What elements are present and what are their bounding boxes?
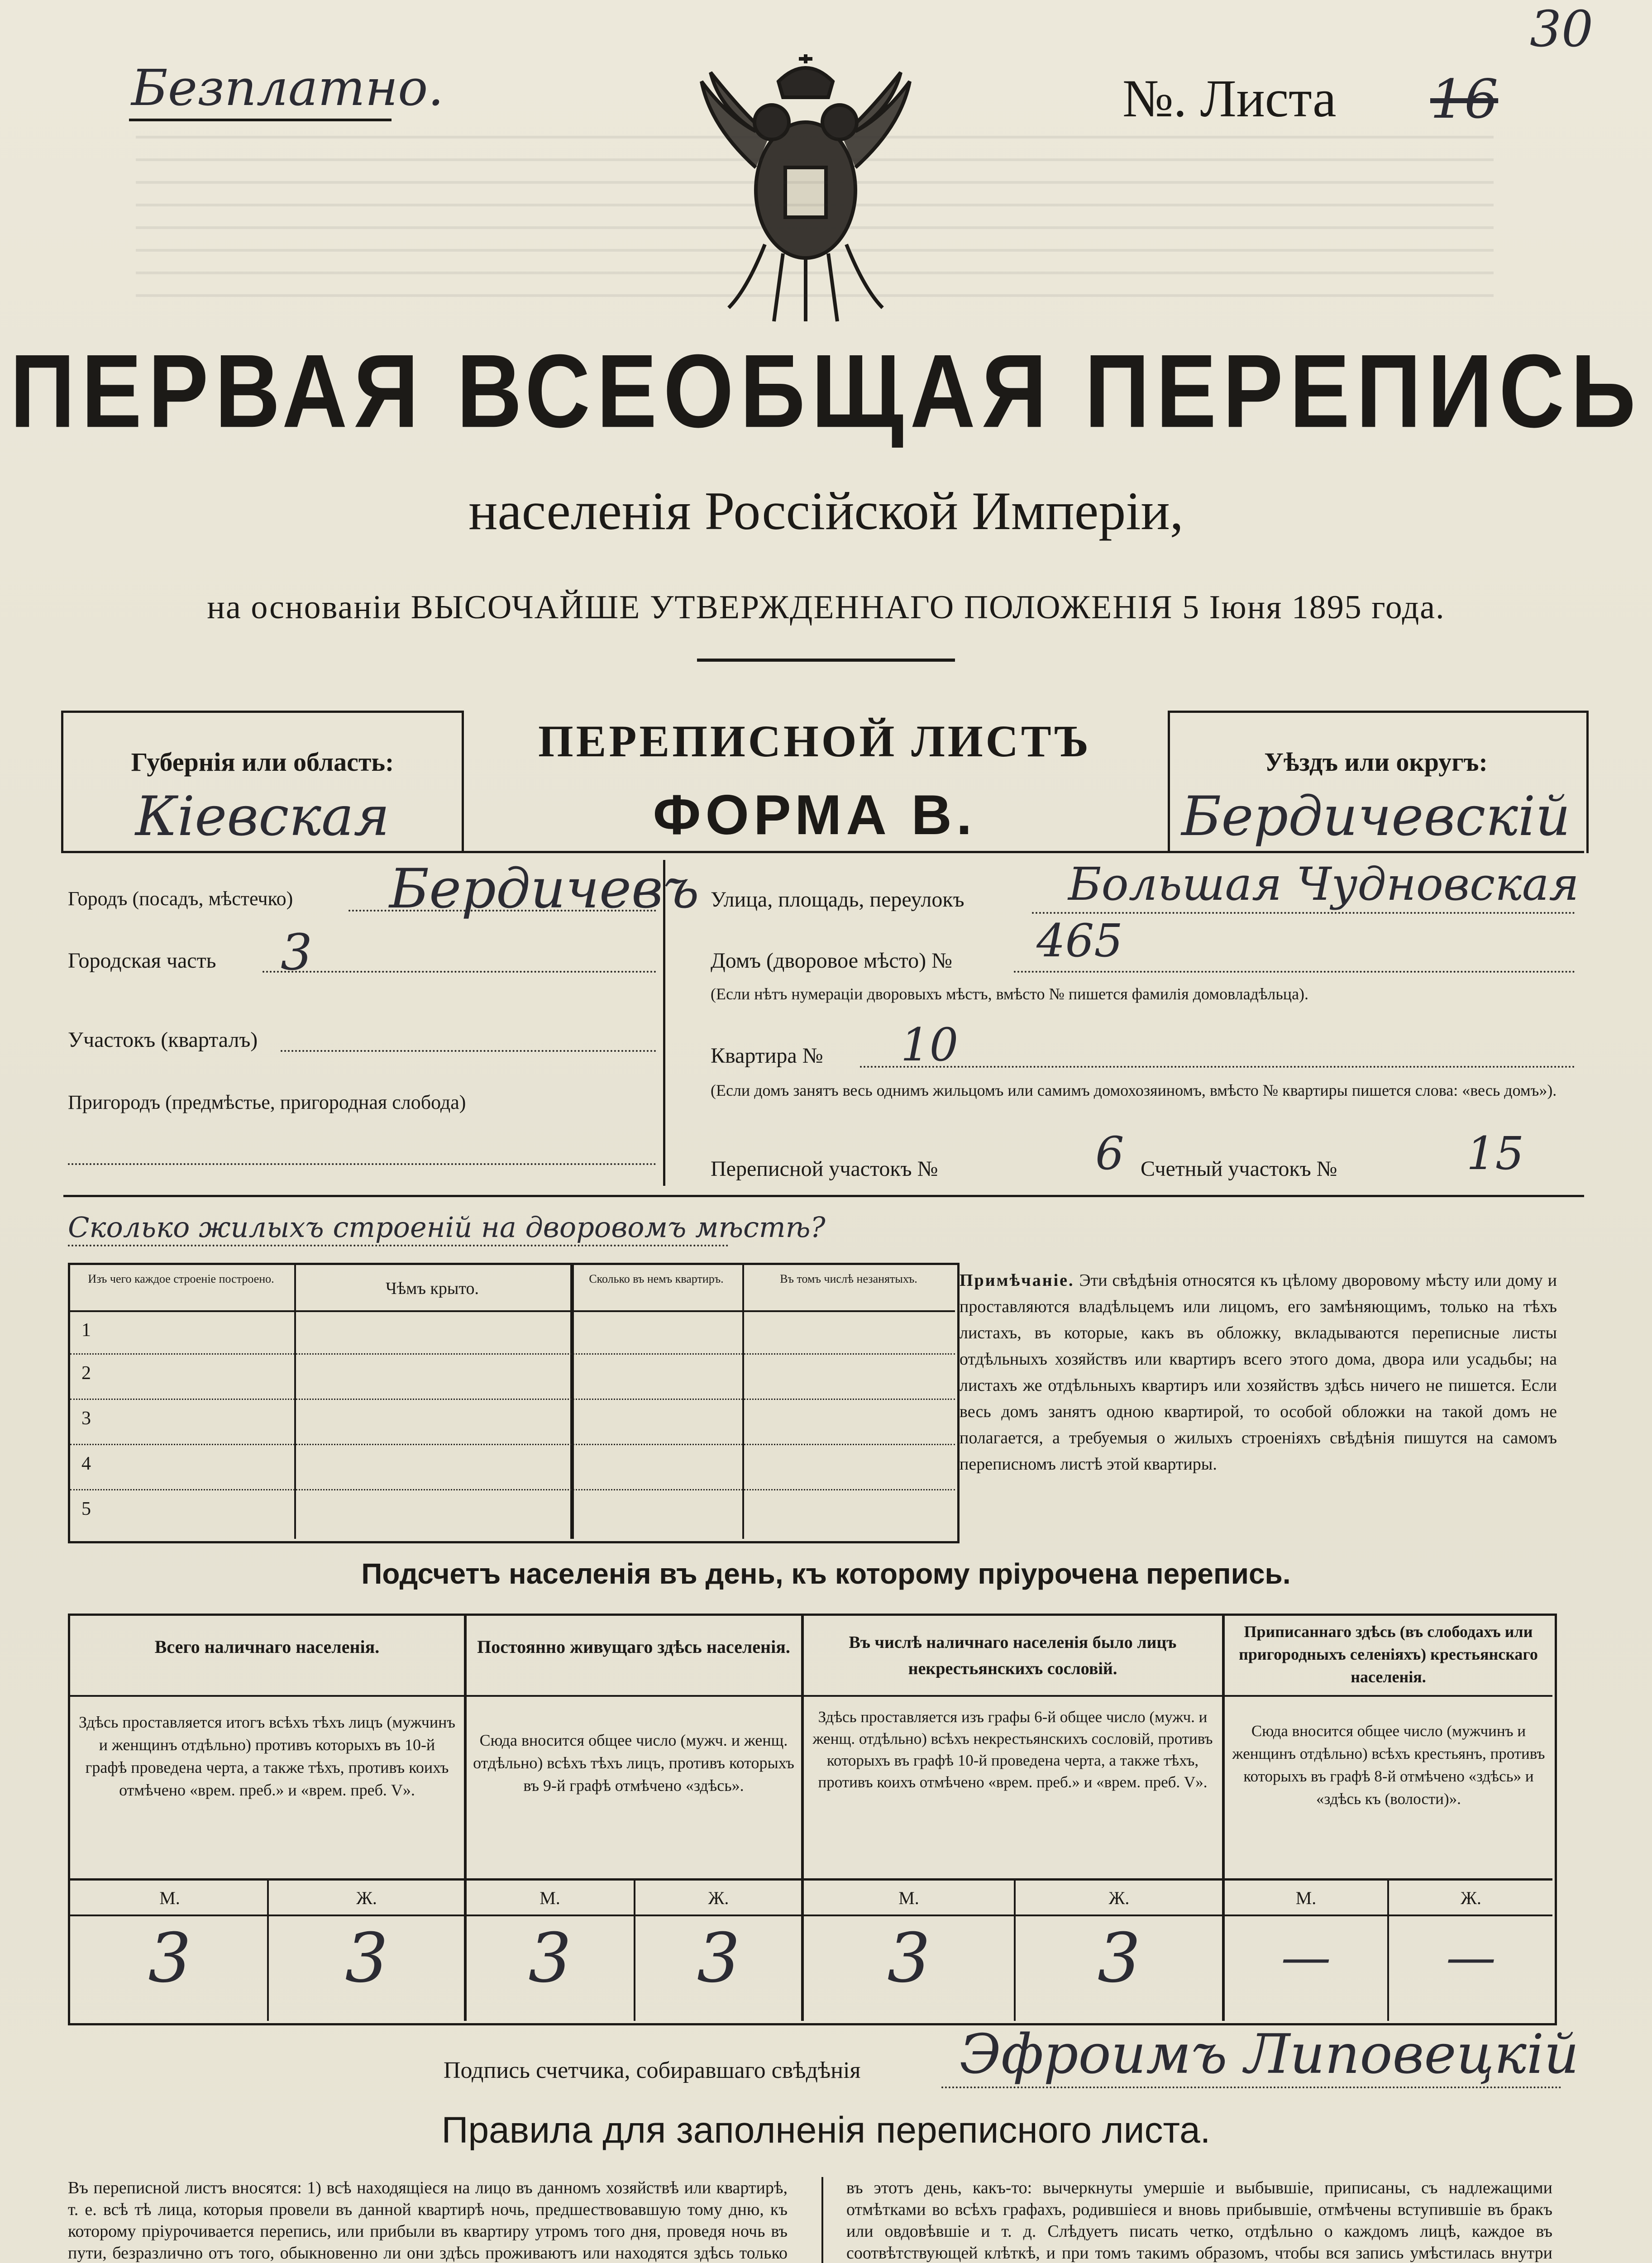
note-block: [960, 1267, 1557, 1477]
free-stamp: Безплатно.: [131, 59, 444, 117]
buildings-header-roof: Чѣмъ крыто.: [385, 1279, 479, 1298]
note-text: Эти свѣдѣнія относятся къ цѣлому дворовому мѣсту или дому и проставляются владѣльцемъ или лицомъ, его замѣняющимъ, только на тѣхъ листахъ, въ которые, какъ въ обложку, вкладываются переписные листы отдѣльныхъ хозяйствъ или квартиръ всего этого дома, двора или усадьбы; на листахъ же отдѣльныхъ квартиръ или хозяйствъ здѣсь ничего не пишется. Если весь домъ занятъ одною квартирой, то особой обложки на такой домъ не полагается, а требуемыя о жилыхъ строеніяхъ свѣдѣнія пишутся на самомъ переписномъ листѣ этой квартиры.: [960, 1271, 1557, 1474]
buildings-header-rule: [70, 1310, 955, 1312]
buildings-row-2: 2: [81, 1363, 91, 1384]
house-value: 465: [1036, 914, 1123, 967]
street-value: Большая Чудновская: [1068, 858, 1579, 911]
pop-sex-split-1: [267, 1881, 269, 2021]
province-label: Губернія или область:: [131, 747, 394, 777]
district-label: Уѣздъ или округъ:: [1264, 747, 1488, 777]
free-underline: [129, 119, 392, 121]
buildings-col-rule-1: [294, 1265, 296, 1539]
buildings-table: [68, 1263, 960, 1543]
pop-nonpeasant-f-label: Ж.: [1108, 1888, 1130, 1908]
pop-nonpeasant-m-value: 3: [887, 1919, 931, 1998]
signature-label: Подпись счетчика, собиравшаго свѣдѣнія: [444, 2058, 861, 2083]
buildings-row-1: 1: [81, 1320, 91, 1341]
buildings-question: Сколько жилыхъ строеній на дворовомъ мѣстѣ?: [68, 1211, 826, 1244]
buildings-row-rule-3: [70, 1444, 955, 1445]
buildings-header-material: Изъ чего каждое строеніе построено.: [88, 1272, 274, 1285]
sheet-number-value: 16: [1430, 68, 1499, 130]
pop-nonpeasant-m-label: М.: [898, 1888, 919, 1908]
pop-nonpeasant-f-value: 3: [1097, 1919, 1141, 1998]
pop-sex-split-3: [1014, 1881, 1016, 2021]
census-district-value: 6: [1095, 1127, 1124, 1180]
province-value: Кіевская: [135, 785, 390, 848]
buildings-question-line: [68, 1245, 729, 1246]
rules-right-column: въ этотъ день, какъ-то: вычеркнуты умершіе и выбывшіе, приписаны, съ надлежащими отмѣтками во всѣхъ графахъ, родившіеся и вновь прибывшіе, отмѣчены вступившіе въ бракъ или овдовѣвшіе и т. д. Слѣдуетъ писать четко, отдѣльно о каждомъ лицѣ, каждое въ соотвѣтствующей клѣткѣ, и при томъ такимъ образомъ, чтобы вся запись умѣстилась внутри: [846, 2178, 1552, 2263]
pop-body-rule: [70, 1878, 1552, 1881]
buildings-row-3: 3: [81, 1408, 91, 1429]
pop-permanent-m-label: М.: [540, 1888, 560, 1908]
city-value: Бердичевъ: [389, 858, 699, 921]
buildings-row-4: 4: [81, 1453, 91, 1474]
pop-permanent-f-label: Ж.: [708, 1888, 729, 1908]
buildings-row-5: 5: [81, 1499, 91, 1519]
count-district-label: Счетный участокъ №: [1141, 1157, 1337, 1181]
pop-total-f-value: 3: [345, 1919, 388, 1998]
pop-sex-split-2: [634, 1881, 635, 2021]
pop-peasant-m-value: —: [1281, 1928, 1331, 1986]
house-line: [1014, 971, 1575, 973]
pop-permanent-body: Сюда вносится общее число (мужч. и женщ. отдѣльно) всѣхъ тѣхъ лицъ, противъ которыхъ въ 9-й графѣ отмѣчено «здѣсь».: [473, 1731, 794, 1795]
pop-peasant-m-label: М.: [1295, 1888, 1317, 1908]
pop-peasant-head: Приписаннаго здѣсь (въ слободахъ или пригородныхъ селеніяхъ) крестьянскаго населенія.: [1239, 1623, 1538, 1686]
form-title: ПЕРЕПИСНОЙ ЛИСТЪ: [538, 716, 1092, 766]
buildings-row-rule-2: [70, 1399, 955, 1400]
address-bottom-rule: [63, 1195, 1584, 1197]
street-line: [1032, 912, 1575, 914]
section-line: [281, 1050, 656, 1052]
buildings-row-rule-4: [70, 1489, 955, 1490]
rules-left-column: Въ переписной листъ вносятся: 1) всѣ находящіеся на лицо въ данномъ хозяйствѣ или квартирѣ, т. е. всѣ тѣ лица, которыя провели въ данной квартирѣ ночь, предшествовавшую тому дню, къ которому пріурочивается перепись, или прибыли въ квартиру утромъ того дня, проведя ночь въ пути, безразлично отъ того, обыкновенно ли они здѣсь проживаютъ или находятся здѣсь только: [68, 2178, 788, 2263]
apartment-note: (Если домъ занятъ весь однимъ жильцомъ или самимъ домохозяиномъ, вмѣсто № квартиры пишется слова: «весь домъ»).: [711, 1081, 1557, 1099]
suburb-label: Пригородъ (предмѣстье, пригородная слобода): [68, 1091, 466, 1113]
address-top-rule: [63, 851, 1584, 853]
population-title: Подсчетъ населенія въ день, къ которому пріурочена перепись.: [361, 1557, 1291, 1590]
buildings-col-rule-3: [742, 1265, 744, 1539]
pop-peasant-f-value: —: [1446, 1928, 1496, 1986]
part-line: [263, 971, 656, 973]
pop-nonpeasant-body: Здѣсь проставляется изъ графы 6-й общее число (мужч. и женщ. отдѣльно) всѣхъ некрестьянскихъ сословій, противъ которыхъ въ графѣ 10-й проведена черта, а также тѣхъ, противъ коихъ отмѣчено «врем. преб.» и «врем. преб. V».: [812, 1708, 1213, 1791]
form-name: ФОРМА В.: [653, 784, 977, 846]
district-value: Бердичевскій: [1181, 785, 1571, 848]
pop-sex-split-4: [1387, 1881, 1389, 2021]
pop-total-f-label: Ж.: [356, 1888, 377, 1908]
main-title: ПЕРВАЯ ВСЕОБЩАЯ ПЕРЕПИСЬ: [10, 333, 1642, 449]
pop-permanent-m-value: 3: [528, 1919, 572, 1998]
pop-head-rule: [70, 1695, 1552, 1697]
pop-sex-rule: [70, 1914, 1552, 1916]
part-value: 3: [281, 923, 312, 981]
pop-total-m-label: М.: [159, 1888, 180, 1908]
suburb-line: [68, 1163, 656, 1165]
buildings-header-apartments: Сколько въ немъ квартиръ.: [589, 1272, 724, 1285]
census-district-label: Переписной участокъ №: [711, 1157, 938, 1181]
city-line: [349, 910, 656, 912]
house-label: Домъ (дворовое мѣсто) №: [711, 949, 952, 973]
title-divider: [697, 659, 955, 662]
pop-peasant-body: Сюда вносится общее число (мужчинъ и женщинъ отдѣльно) всѣхъ крестьянъ, противъ которыхъ въ графѣ 8-й отмѣчено «здѣсь» и «здѣсь къ (волости)».: [1232, 1722, 1545, 1808]
signature-value: Эфроимъ Липовецкій: [960, 2023, 1579, 2086]
pop-permanent-head: Постоянно живущаго здѣсь населенія.: [477, 1637, 790, 1657]
section-label: Участокъ (кварталъ): [68, 1028, 258, 1052]
pop-total-body: Здѣсь проставляется итогъ всѣхъ тѣхъ лицъ (мужчинъ и женщинъ отдѣльно) противъ которыхъ въ 10-й графѣ проведена черта, а также тѣхъ, противъ коихъ отмѣчено «врем. преб.» и «врем. преб. V».: [78, 1713, 456, 1799]
apartment-label: Квартира №: [711, 1044, 823, 1068]
buildings-row-rule-1: [70, 1353, 955, 1355]
show-through-ghost-text: [136, 136, 1494, 317]
pop-permanent-f-value: 3: [697, 1919, 740, 1998]
signature-line: [941, 2086, 1561, 2088]
buildings-header-vacant: Въ томъ числѣ незанятыхъ.: [780, 1272, 917, 1285]
sheet-number-label: №. Листа: [1122, 69, 1337, 128]
street-label: Улица, площадь, переулокъ: [711, 888, 964, 912]
legal-basis: на основаніи ВЫСОЧАЙШЕ УТВЕРЖДЕННАГО ПОЛОЖЕНІЯ 5 Іюня 1895 года.: [207, 589, 1445, 626]
pop-peasant-f-label: Ж.: [1461, 1888, 1481, 1908]
pop-total-head: Всего наличнаго населенія.: [154, 1637, 380, 1657]
rules-title: Правила для заполненія переписного листа.: [441, 2110, 1211, 2151]
buildings-col-rule-2: [570, 1265, 574, 1539]
pop-total-m-value: 3: [148, 1919, 191, 1998]
house-note: (Если нѣтъ нумераціи дворовыхъ мѣстъ, вмѣсто № пишется фамилія домовладѣльца).: [711, 985, 1309, 1003]
count-district-value: 15: [1466, 1127, 1524, 1180]
city-label: Городъ (посадъ, мѣстечко): [68, 888, 293, 910]
note-title: Примѣчаніе.: [960, 1271, 1074, 1290]
apartment-value: 10: [901, 1018, 959, 1071]
corner-archive-number: 30: [1530, 0, 1593, 58]
rules-column-divider: [821, 2177, 823, 2263]
apartment-line: [860, 1066, 1575, 1068]
subtitle: населенія Россійской Имперіи,: [468, 481, 1184, 541]
pop-nonpeasant-head: Въ числѣ наличнаго населенія было лицъ некрестьянскихъ сословій.: [849, 1633, 1177, 1678]
part-label: Городская часть: [68, 949, 216, 973]
